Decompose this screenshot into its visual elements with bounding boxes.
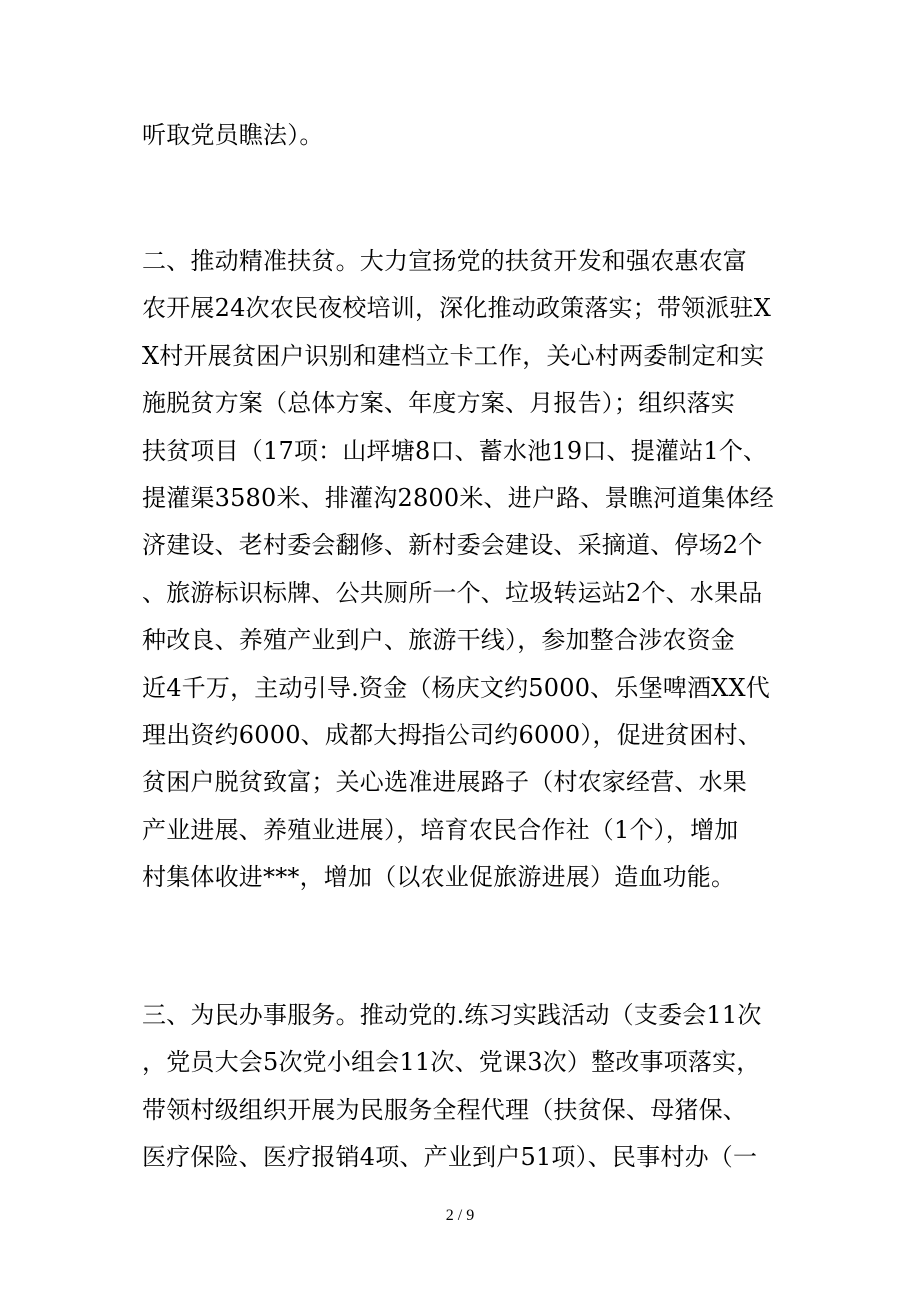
- paragraph-2-line: 近4千万，主动引导.资金（杨庆文约5000、乐堡啤酒XX代: [142, 674, 770, 702]
- paragraph-3-line: 三、为民办事服务。推动党的.练习实践活动（支委会11次: [142, 1001, 762, 1029]
- paragraph-2-line: 贫困户脱贫致富；关心选准进展路子（村农家经营、水果: [142, 768, 747, 796]
- paragraph-3-line: 医疗保险、医疗报销4项、产业到户51项）、民事村办（一: [142, 1143, 758, 1171]
- paragraph-2-line: X村开展贫困户识别和建档立卡工作，关心村两委制定和实: [142, 342, 765, 370]
- paragraph-2-line: 二、推动精准扶贫。大力宣扬党的扶贫开发和强农惠农富: [142, 247, 747, 275]
- paragraph-2-line: 产业进展、养殖业进展），培育农民合作社（1个），增加: [142, 816, 739, 844]
- paragraph-2-line: 种改良、养殖产业到户、旅游干线），参加整合涉农资金: [142, 626, 735, 654]
- paragraph-1-line: 听取党员瞧法）。: [142, 121, 324, 149]
- paragraph-2-line: 济建设、老村委会翻修、新村委会建设、采摘道、停场2个: [142, 531, 763, 559]
- paragraph-3-line: 带领村级组织开展为民服务全程代理（扶贫保、母猪保、: [142, 1096, 747, 1124]
- paragraph-3-line: ，党员大会5次党小组会11次、党课3次）整改事项落实，: [142, 1048, 761, 1076]
- paragraph-2-line: 农开展24次农民夜校培训，深化推动政策落实；带领派驻X: [142, 294, 772, 322]
- paragraph-2-line: 理出资约6000、成都大拇指公司约6000），促进贫困村、: [142, 721, 762, 749]
- paragraph-2-line: 扶贫项目（17项：山坪塘8口、蓄水池19口、提灌站1个、: [142, 437, 768, 465]
- page-number: 2 / 9: [445, 1207, 475, 1224]
- paragraph-2-line: 提灌渠3580米、排灌沟2800米、进户路、景瞧河道集体经: [142, 484, 774, 512]
- paragraph-2-line: 村集体收进***，增加（以农业促旅游进展）造血功能。: [142, 863, 736, 891]
- paragraph-2-line: 、旅游标识标牌、公共厕所一个、垃圾转运站2个、水果品: [142, 579, 763, 607]
- paragraph-2-line: 施脱贫方案（总体方案、年度方案、月报告）；组织落实: [142, 389, 735, 417]
